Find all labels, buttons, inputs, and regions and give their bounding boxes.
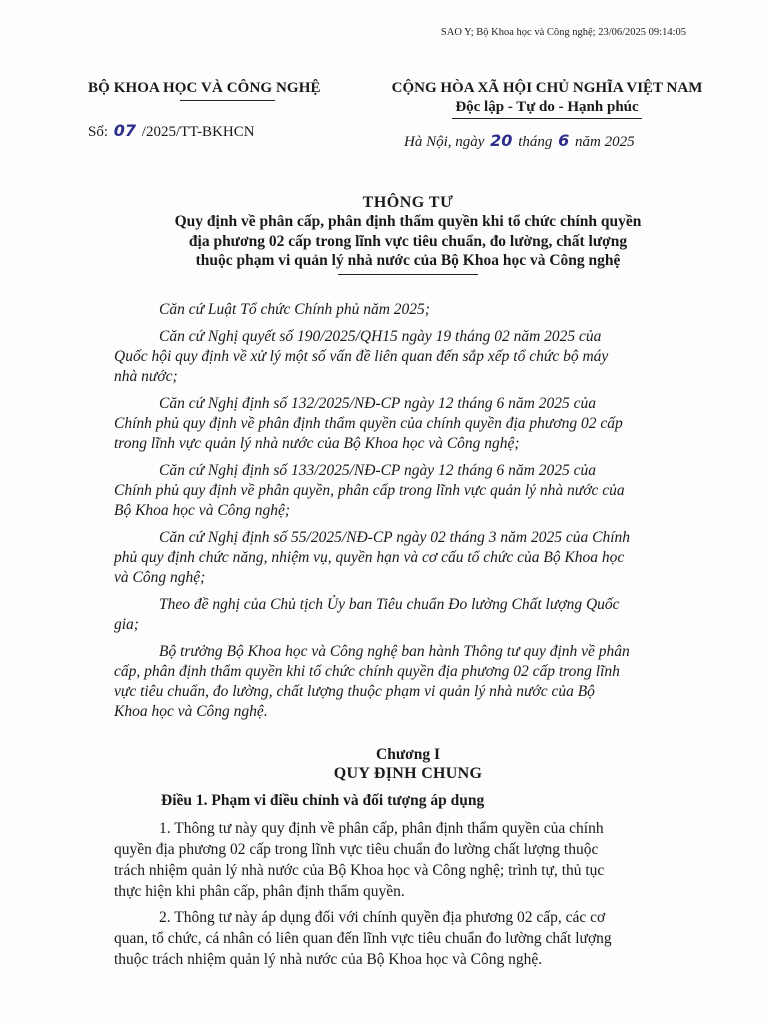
month-handwritten: 6 [558,131,570,150]
year-label: năm 2025 [575,134,635,150]
basis-line: Căn cứ Nghị định số 133/2025/NĐ-CP ngày 12 tháng 6 năm 2025 của [159,462,596,479]
basis-line: Quốc hội quy định về xử lý một số vấn đề liên quan đến sắp xếp tổ chức bộ máy [114,348,609,365]
legal-basis-paragraph [114,642,698,722]
legal-basis-paragraph [114,528,698,588]
basis-line: Chính phủ quy định về phân định thẩm quyền của chính quyền địa phương 02 cấp [114,415,623,432]
national-motto: Độc lập - Tự do - Hạnh phúc [455,99,639,115]
basis-line: trong lĩnh vực quản lý nhà nước của Bộ Khoa học và Công nghệ; [114,435,520,452]
number-handwritten: 07 [113,121,137,140]
copy-stamp: SAO Y; Bộ Khoa học và Công nghệ; 23/06/2025 09:14:05 [440,27,686,38]
clause-line: trách nhiệm quản lý nhà nước của Bộ Khoa học và Công nghệ; trình tự, thủ tục [114,862,605,879]
chapter-title: QUY ĐỊNH CHUNG [333,765,483,782]
clause-line: 1. Thông tư này quy định về phân cấp, phân định thẩm quyền của chính [159,820,604,837]
article-clauses [114,818,704,975]
chapter-number: Chương I [376,746,440,763]
legal-basis-section [114,300,698,729]
basis-line: Khoa học và Công nghệ. [114,703,268,720]
basis-line: Căn cứ Nghị định số 55/2025/NĐ-CP ngày 02 tháng 3 năm 2025 của Chính [159,529,631,546]
motto-underline [452,118,642,119]
number-suffix: /2025/TT-BKHCN [141,124,255,140]
clause-line: 2. Thông tư này áp dụng đối với chính quyền địa phương 02 cấp, các cơ [159,909,606,926]
basis-line: Bộ Khoa học và Công nghệ; [114,502,291,519]
legal-basis-paragraph [114,394,698,454]
article-clause [114,818,704,902]
ministry-underline [180,100,275,101]
basis-line: Căn cứ Nghị định số 132/2025/NĐ-CP ngày 12 tháng 6 năm 2025 của [159,395,596,412]
place-prefix: Hà Nội, ngày [404,134,485,150]
basis-line: Theo đề nghị của Chủ tịch Ủy ban Tiêu chuẩn Đo lường Chất lượng Quốc [159,596,620,613]
subject-line: Quy định về phân cấp, phân định thẩm quyền khi tổ chức chính quyền [174,213,642,230]
ministry-name: BỘ KHOA HỌC VÀ CÔNG NGHỆ [88,80,321,96]
basis-line: nhà nước; [114,368,178,385]
legal-basis-paragraph [114,595,698,635]
month-label: tháng [518,134,553,150]
subject-line: thuộc phạm vi quản lý nhà nước của Bộ Khoa học và Công nghệ [195,252,621,269]
basis-line: Căn cứ Luật Tổ chức Chính phủ năm 2025; [159,301,430,318]
chapter-heading [88,746,728,783]
document-type: THÔNG TƯ [362,194,454,211]
legal-basis-paragraph [114,327,698,387]
document-title-block [88,194,728,275]
number-prefix: Số: [88,124,109,140]
clause-line: thuộc trách nhiệm quản lý nhà nước của Bộ Khoa học và Công nghệ. [114,951,543,968]
republic-name: CỘNG HÒA XÃ HỘI CHỦ NGHĨA VIỆT NAM [391,80,703,96]
clause-line: quan, tổ chức, cá nhân có liên quan đến lĩnh vực tiêu chuẩn đo lường chất lượng [114,930,612,947]
basis-line: Bộ trưởng Bộ Khoa học và Công nghệ ban hành Thông tư quy định về phân [159,643,630,660]
legal-basis-paragraph [114,461,698,521]
document-number [88,121,348,141]
basis-line: phủ quy định chức năng, nhiệm vụ, quyền hạn và cơ cấu tổ chức của Bộ Khoa học [114,549,625,566]
article-title: Điều 1. Phạm vi điều chỉnh và đối tượng áp dụng [161,792,485,809]
basis-line: và Công nghệ; [114,569,206,586]
basis-line: vực tiêu chuẩn, đo lường, chất lượng thuộc phạm vi quản lý nhà nước của Bộ [114,683,595,700]
subject-line: địa phương 02 cấp trong lĩnh vực tiêu chuẩn, đo lường, chất lượng [188,232,628,250]
issuing-agency-block [88,80,348,141]
basis-line: gia; [114,616,139,633]
subject-underline [338,274,478,275]
article-clause [114,907,704,970]
legal-basis-paragraph [114,300,698,320]
day-handwritten: 20 [490,131,513,150]
basis-line: cấp, phân định thẩm quyền khi tổ chức chính quyền địa phương 02 cấp trong lĩnh [114,663,620,680]
basis-line: Chính phủ quy định về phân quyền, phân cấp trong lĩnh vực quản lý nhà nước của [114,482,625,499]
basis-line: Căn cứ Nghị quyết số 190/2025/QH15 ngày 19 tháng 02 năm 2025 của [159,328,602,345]
place-date [362,131,732,151]
clause-line: thực hiện khi phân cấp, phân định thẩm quyền. [114,883,405,900]
national-heading-block [362,80,732,151]
clause-line: quyền địa phương 02 cấp trong lĩnh vực tiêu chuẩn đo lường chất lượng thuộc [114,841,599,858]
